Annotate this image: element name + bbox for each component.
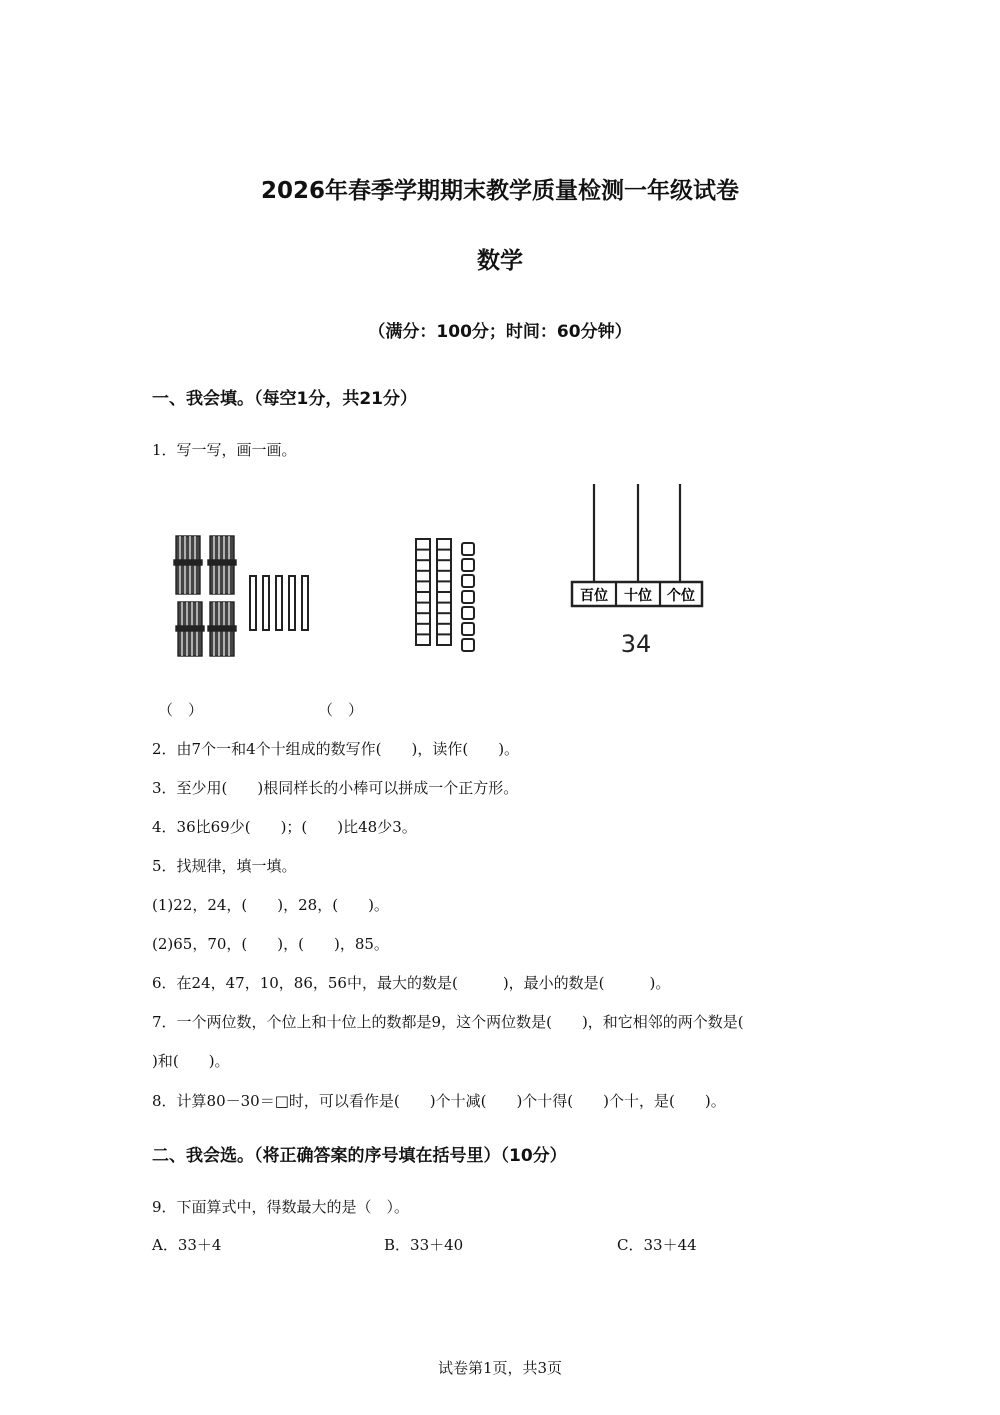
question-3: 3．至少用( )根同样长的小棒可以拼成一个正方形。	[152, 779, 519, 797]
stick-bundle	[176, 602, 204, 656]
exam-meta: （满分：100分；时间：60分钟）	[368, 322, 632, 342]
abacus-label-tens: 十位	[624, 588, 652, 604]
option-c[interactable]: C．33＋44	[617, 1236, 697, 1254]
page-footer: 试卷第1页，共3页	[437, 1359, 563, 1377]
answer-blank-1[interactable]: （ ）	[158, 701, 204, 719]
question-5-part-1: (1)22，24，( )，28，( )。	[152, 896, 389, 914]
question-6: 6．在24，47，10，86，56中，最大的数是( )，最小的数是( )。	[152, 974, 671, 992]
single-sticks	[250, 576, 308, 630]
question-1: 1．写一写，画一画。	[152, 441, 297, 459]
subject-title: 数学	[477, 248, 523, 274]
option-b[interactable]: B．33＋40	[384, 1236, 464, 1254]
abacus-figure	[568, 478, 708, 663]
question-4: 4．36比69少( )；( )比48少3。	[152, 818, 417, 836]
question-7-line-2: )和( )。	[152, 1052, 230, 1070]
abacus-label-ones: 个位	[667, 588, 695, 604]
abacus-number: 34	[620, 630, 652, 658]
question-2: 2．由7个一和4个十组成的数写作( )，读作( )。	[152, 740, 520, 758]
question-5: 5．找规律，填一填。	[152, 857, 297, 875]
question-9: 9．下面算式中，得数最大的是（ ）。	[152, 1198, 410, 1216]
stick-bundle	[174, 536, 202, 594]
question-8: 8．计算80－30＝□时，可以看作是( )个十减( )个十得( )个十，是( )。	[152, 1092, 726, 1110]
cube-columns-figure	[412, 535, 482, 655]
question-5-part-2: (2)65，70，( )，( )，85。	[152, 935, 389, 953]
stick-bundle	[208, 536, 236, 594]
section-2-heading: 二、我会选。（将正确答案的序号填在括号里）（10分）	[152, 1146, 567, 1166]
stick-bundle	[208, 602, 236, 656]
stick-bundles-figure	[170, 530, 320, 660]
exam-title: 2026年春季学期期末教学质量检测一年级试卷	[260, 178, 739, 204]
question-7-line-1: 7．一个两位数，个位上和十位上的数都是9，这个两位数是( )，和它相邻的两个数是(	[152, 1013, 744, 1031]
abacus-label-hundreds: 百位	[580, 588, 608, 604]
section-1-heading: 一、我会填。（每空1分，共21分）	[152, 389, 417, 409]
answer-blank-2[interactable]: （ ）	[318, 701, 364, 719]
option-a[interactable]: A．33＋4	[152, 1236, 222, 1254]
